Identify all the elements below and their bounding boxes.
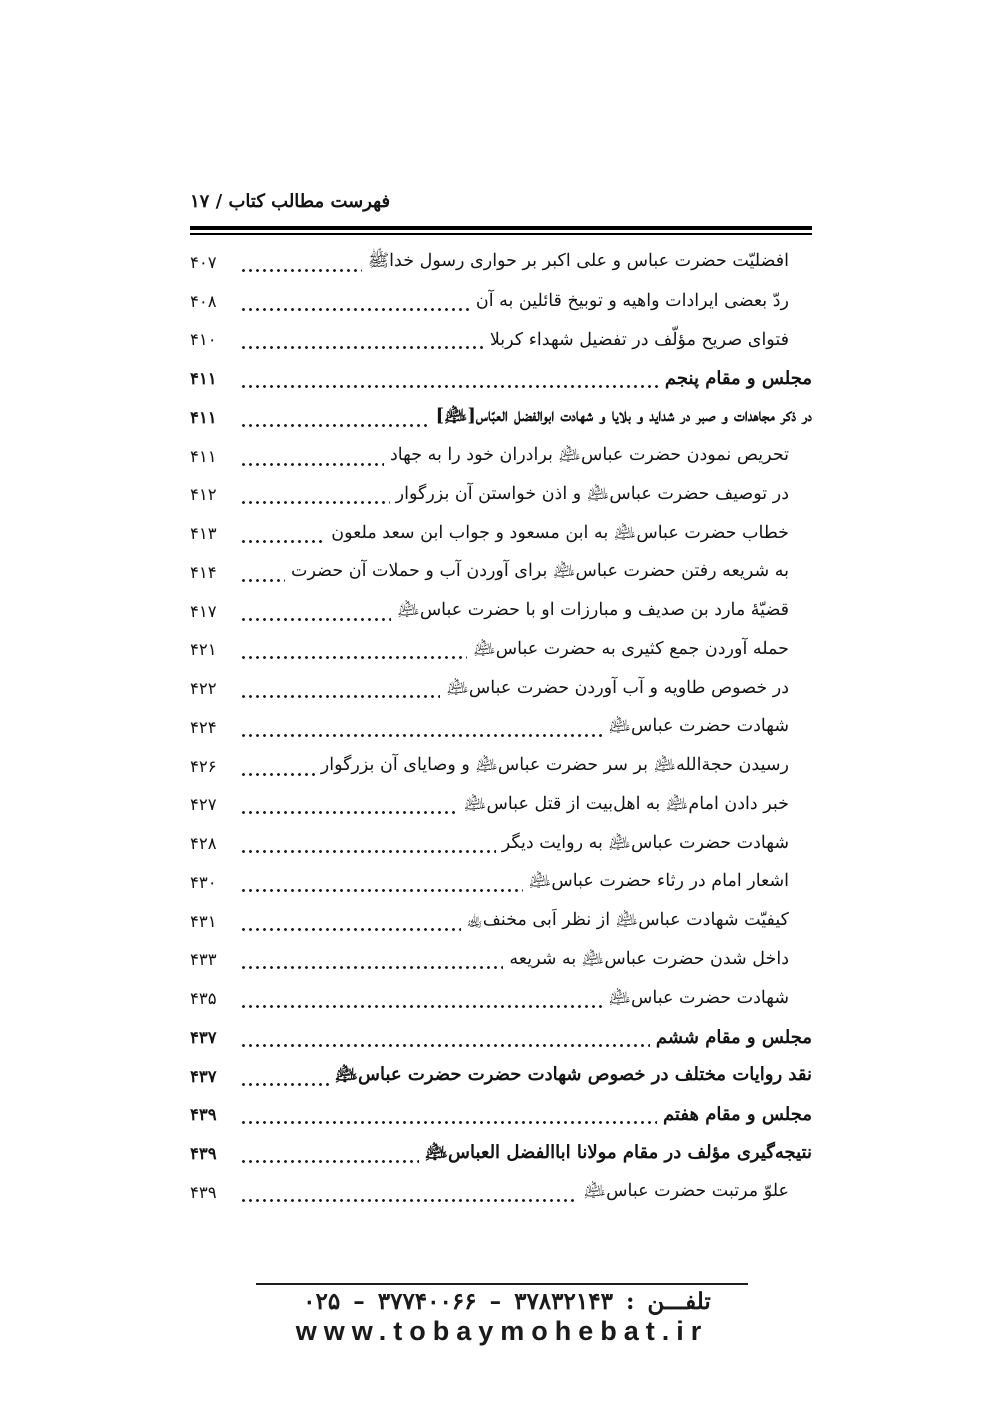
toc-entry-page: ۴۲۶: [190, 756, 217, 776]
toc-entry-title: افضلیّت حضرت عباس و علی اکبر بر حواری رسول خداﷺ: [368, 251, 789, 272]
phone-numbers: ۳۷۸۳۲۱۴۳ – ۳۷۷۴۰۰۶۶ – ۰۲۵: [303, 1288, 613, 1315]
toc-entry-page: ۴۰۸: [190, 291, 217, 311]
toc-entry-page: ۴۱۳: [190, 524, 217, 544]
dot-leader: [240, 1057, 329, 1096]
toc-entry-title: مجلس و مقام هفتم: [662, 1104, 812, 1126]
toc-entry-title: در توصیف حضرت عباس﵇ و اذن خواستن آن بزرگوار: [395, 483, 789, 504]
toc-entry: [190, 243, 812, 282]
toc-entry-title: نقد روایات مختلف در خصوص شهادت حضرت حضرت عباس﵇: [334, 1064, 812, 1086]
toc-entry-title: خبر دادن امام﵇ به اهل‌بیت از قتل عباس﵇: [463, 793, 789, 814]
toc-entry: [190, 979, 812, 1018]
toc-entry: [190, 282, 812, 321]
toc-entry: [190, 708, 812, 747]
toc-entry: [190, 863, 812, 902]
toc-entry-title: شهادت حضرت عباس﵇: [608, 716, 789, 737]
toc-entry-page: ۴۳۰: [190, 872, 217, 892]
toc-entry-title: فتوای صریح مؤلّف در تفضیل شهداء کربلا: [489, 329, 789, 350]
dot-leader: [240, 941, 503, 980]
dot-leader: [240, 979, 602, 1018]
toc-entry: [190, 631, 812, 670]
dot-leader: [240, 786, 458, 825]
toc-entry-page: ۴۲۲: [190, 679, 217, 699]
toc-entry: [190, 592, 812, 631]
toc-entry-title: قضیّهٔ مارد بن صدیف و مبارزات او با حضرت عباس﵇: [397, 600, 789, 621]
toc-entry: [190, 476, 812, 515]
toc-entry: [190, 1018, 812, 1057]
toc-entry-page: ۴۲۱: [190, 640, 217, 660]
toc-entry-page: ۴۳۹: [190, 1105, 217, 1125]
toc-entry: [190, 1057, 812, 1096]
toc-entry: [190, 1134, 812, 1173]
toc-entry-page: ۴۲۴: [190, 717, 217, 737]
dot-leader: [240, 863, 523, 902]
toc-entry-page: ۴۱۷: [190, 601, 217, 621]
running-head: فهرست مطالب کتاب / ۱۷: [190, 191, 391, 212]
toc-entry: [190, 941, 812, 980]
toc-entry-page: ۴۲۷: [190, 795, 217, 815]
dot-leader: [240, 553, 285, 592]
toc-entry-title: علوّ مرتبت حضرت عباس﵇: [583, 1181, 789, 1202]
toc-entry-page: ۴۰۷: [190, 252, 217, 272]
toc-entry: [190, 514, 812, 553]
toc-entry-page: ۴۳۱: [190, 911, 217, 931]
toc-entry-title: شهادت حضرت عباس﵇: [608, 987, 789, 1008]
toc-entry: [190, 1096, 812, 1135]
toc-entry-page: ۴۱۱: [190, 407, 217, 427]
toc-entry-page: ۴۳۹: [190, 1182, 217, 1202]
toc-entry-title: مجلس و مقام ششم: [655, 1026, 812, 1048]
toc-entry-page: ۴۳۳: [190, 950, 217, 970]
dot-leader: [240, 514, 325, 553]
dot-leader: [240, 243, 362, 282]
toc-entry-title: اشعار امام در رثاء حضرت عباس﵇: [528, 871, 789, 892]
dot-leader: [240, 669, 440, 708]
toc-entry: [190, 669, 812, 708]
footer: [256, 1283, 748, 1347]
dot-leader: [240, 437, 384, 476]
toc-entry: [190, 824, 812, 863]
dot-leader: [240, 902, 461, 941]
toc-entry-title: داخل شدن حضرت عباس﵇ به شریعه: [509, 948, 789, 969]
phone-line: [256, 1288, 748, 1315]
dot-leader: [240, 1018, 650, 1057]
toc-entry: [190, 786, 812, 825]
header-rule: [190, 226, 812, 235]
toc-entry: [190, 398, 812, 437]
toc-entry-page: ۴۱۴: [190, 562, 217, 582]
toc-entry: [190, 359, 812, 398]
dot-leader: [240, 476, 390, 515]
toc-entry-title: رسیدن حجةالله﵇ بر سر حضرت عباس﵇ و وصایای آن بزرگوار: [320, 755, 789, 776]
dot-leader: [240, 398, 430, 437]
toc-entry-page: ۴۱۲: [190, 485, 217, 505]
dot-leader: [240, 359, 659, 398]
dot-leader: [240, 1096, 657, 1135]
toc-entry-title: شهادت حضرت عباس﵇ به روایت دیگر: [501, 832, 789, 853]
toc-entry-title: به شریعه رفتن حضرت عباس﵇ برای آوردن آب و حملات آن حضرت: [291, 561, 789, 582]
toc-entry-title: تحریص نمودن حضرت عباس﵇ برادران خود را به جهاد: [390, 445, 789, 466]
toc-entry-page: ۴۱۱: [190, 369, 217, 389]
dot-leader: [240, 747, 315, 786]
dot-leader: [240, 708, 602, 747]
toc-entry-page: ۴۳۷: [190, 1066, 217, 1086]
toc-entry: [190, 437, 812, 476]
toc-entry-title: نتیجه‌گیری مؤلف در مقام مولانا اباالفضل العباس﵇: [424, 1141, 812, 1163]
dot-leader: [240, 631, 467, 670]
dot-leader: [240, 282, 470, 321]
toc-entry-page: ۴۳۹: [190, 1144, 217, 1164]
toc-entry-page: ۴۲۸: [190, 834, 217, 854]
dot-leader: [240, 824, 496, 863]
toc-entry-title: خطاب حضرت عباس﵇ به ابن مسعود و جواب ابن سعد ملعون: [331, 522, 789, 543]
phone-label: تلفـــن :: [625, 1288, 711, 1315]
toc-entry-title: ردّ بعضی ایرادات واهیه و توبیخ قائلین به آن: [475, 291, 789, 312]
toc-entry-page: ۴۱۱: [190, 446, 217, 466]
toc-entry-title: کیفیّت شهادت عباس﵇ از نظر اَبی مخنف﵀: [466, 910, 789, 931]
dot-leader: [240, 321, 484, 360]
toc-entry: [190, 747, 812, 786]
toc-entry-page: ۴۳۵: [190, 989, 217, 1009]
toc-entry-title: مجلس و مقام پنجم: [664, 368, 812, 390]
dot-leader: [240, 592, 391, 631]
website-url: www.tobaymohebat.ir: [295, 1316, 709, 1346]
toc-list: [190, 243, 812, 1212]
toc-entry-page: ۴۳۷: [190, 1027, 217, 1047]
toc-entry-page: ۴۱۰: [190, 330, 217, 350]
toc-entry: [190, 553, 812, 592]
toc-entry-title: در خصوص طاویه و آب آوردن حضرت عباس﵇: [446, 677, 789, 698]
dot-leader: [240, 1173, 578, 1212]
toc-entry: [190, 902, 812, 941]
toc-entry: [190, 1173, 812, 1212]
toc-entry-title: در ذکر مجاهدات و صبر در شداید و بلایا و شهادت ابوالفضل العبّاس[﵇]: [435, 405, 812, 427]
toc-entry: [190, 321, 812, 360]
dot-leader: [240, 1134, 419, 1173]
toc-entry-title: حمله آوردن جمع کثیری به حضرت عباس﵇: [473, 638, 789, 659]
